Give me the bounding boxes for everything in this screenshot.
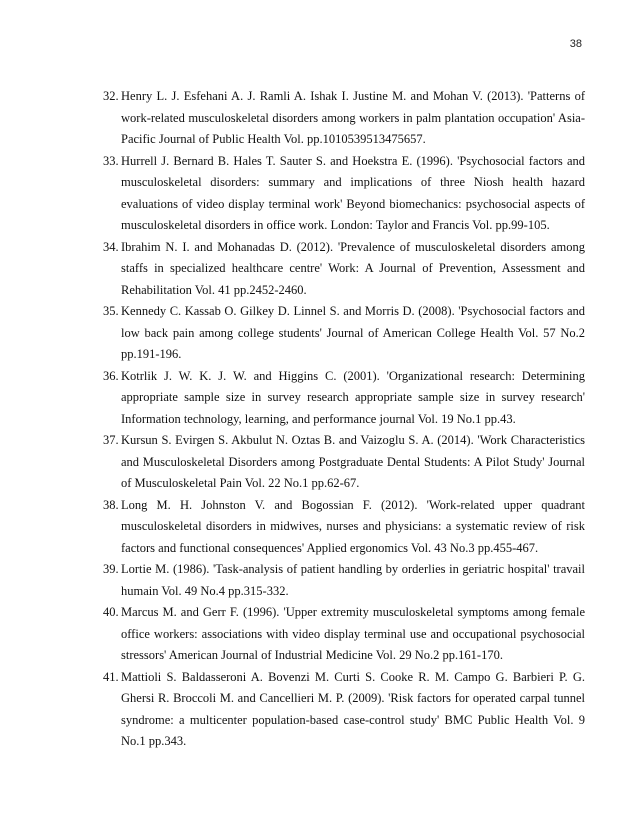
- reference-number: 34.: [103, 239, 119, 254]
- reference-text: Kennedy C. Kassab O. Gilkey D. Linnel S. and Morris D. (2008). 'Psychosocial factors and low back pain among college students' Journal of American College Health Vol. 57 No.2 pp.191-196.: [121, 304, 585, 361]
- reference-number: 33.: [103, 153, 119, 168]
- reference-text: Henry L. J. Esfehani A. J. Ramli A. Ishak I. Justine M. and Mohan V. (2013). 'Patterns of work-related musculoskeletal disorders among workers in palm plantation occupation' Asia-Pacific Journal of Public Health Vol. pp.1010539513475657.: [121, 89, 585, 146]
- reference-number: 41.: [103, 669, 119, 684]
- reference-item: [103, 495, 585, 560]
- reference-item: [103, 667, 585, 753]
- reference-number: 36.: [103, 368, 119, 383]
- reference-text: Mattioli S. Baldasseroni A. Bovenzi M. Curti S. Cooke R. M. Campo G. Barbieri P. G. Ghersi R. Broccoli M. and Cancellieri M. P. (2009). 'Risk factors for operated carpal tunnel syndrome: a multicenter population-based case-control study' BMC Public Health Vol. 9 No.1 pp.343.: [121, 669, 585, 748]
- reference-item: [103, 430, 585, 495]
- reference-item: [103, 86, 585, 151]
- reference-list: [103, 86, 585, 753]
- reference-number: 32.: [103, 89, 119, 103]
- reference-item: [103, 151, 585, 237]
- reference-number: 40.: [103, 605, 119, 619]
- reference-item: [103, 602, 585, 667]
- reference-text: Long M. H. Johnston V. and Bogossian F. (2012). 'Work-related upper quadrant musculoskeletal disorders in midwives, nurses and physicians: a systematic review of risk factors and functional consequences' Applied ergonomics Vol. 43 No.3 pp.455-467.: [121, 497, 585, 555]
- reference-item: [103, 237, 585, 302]
- reference-number: 35.: [103, 304, 119, 318]
- reference-item: [103, 366, 585, 431]
- page-number: 38: [569, 38, 582, 50]
- reference-text: Marcus M. and Gerr F. (1996). 'Upper extremity musculoskeletal symptoms among female office workers: associations with video display terminal use and occupational psychosocial stressors' American Journal of Industrial Medicine Vol. 29 No.2 pp.161-170.: [121, 605, 585, 662]
- reference-text: Ibrahim N. I. and Mohanadas D. (2012). 'Prevalence of musculoskeletal disorders among staffs in specialized healthcare centre' Work: A Journal of Prevention, Assessment and Rehabilitation Vol. 41 pp.2452-2460.: [121, 239, 585, 297]
- reference-text: Kursun S. Evirgen S. Akbulut N. Oztas B. and Vaizoglu S. A. (2014). 'Work Characteristics and Musculoskeletal Disorders among Postgraduate Dental Students: A Pilot Study' Journal of Musculoskeletal Pain Vol. 22 No.1 pp.62-67.: [121, 433, 585, 490]
- reference-item: [103, 559, 585, 602]
- reference-number: 37.: [103, 433, 119, 447]
- reference-item: [103, 301, 585, 366]
- reference-text: Hurrell J. Bernard B. Hales T. Sauter S. and Hoekstra E. (1996). 'Psychosocial factors and musculoskeletal disorders: summary and implications of three Niosh health hazard evaluations of video display terminal work' Beyond biomechanics: psychosocial aspects of musculoskeletal disorders in office work. London: Taylor and Francis Vol. pp.99-105.: [121, 153, 585, 232]
- reference-number: 39.: [103, 562, 119, 576]
- reference-number: 38.: [103, 497, 119, 512]
- reference-text: Kotrlik J. W. K. J. W. and Higgins C. (2001). 'Organizational research: Determining appropriate sample size in survey research appropriate sample size in survey research' Information technology, learning, and performance journal Vol. 19 No.1 pp.43.: [121, 368, 585, 426]
- reference-text: Lortie M. (1986). 'Task-analysis of patient handling by orderlies in geriatric hospital' travail humain Vol. 49 No.4 pp.315-332.: [121, 562, 585, 598]
